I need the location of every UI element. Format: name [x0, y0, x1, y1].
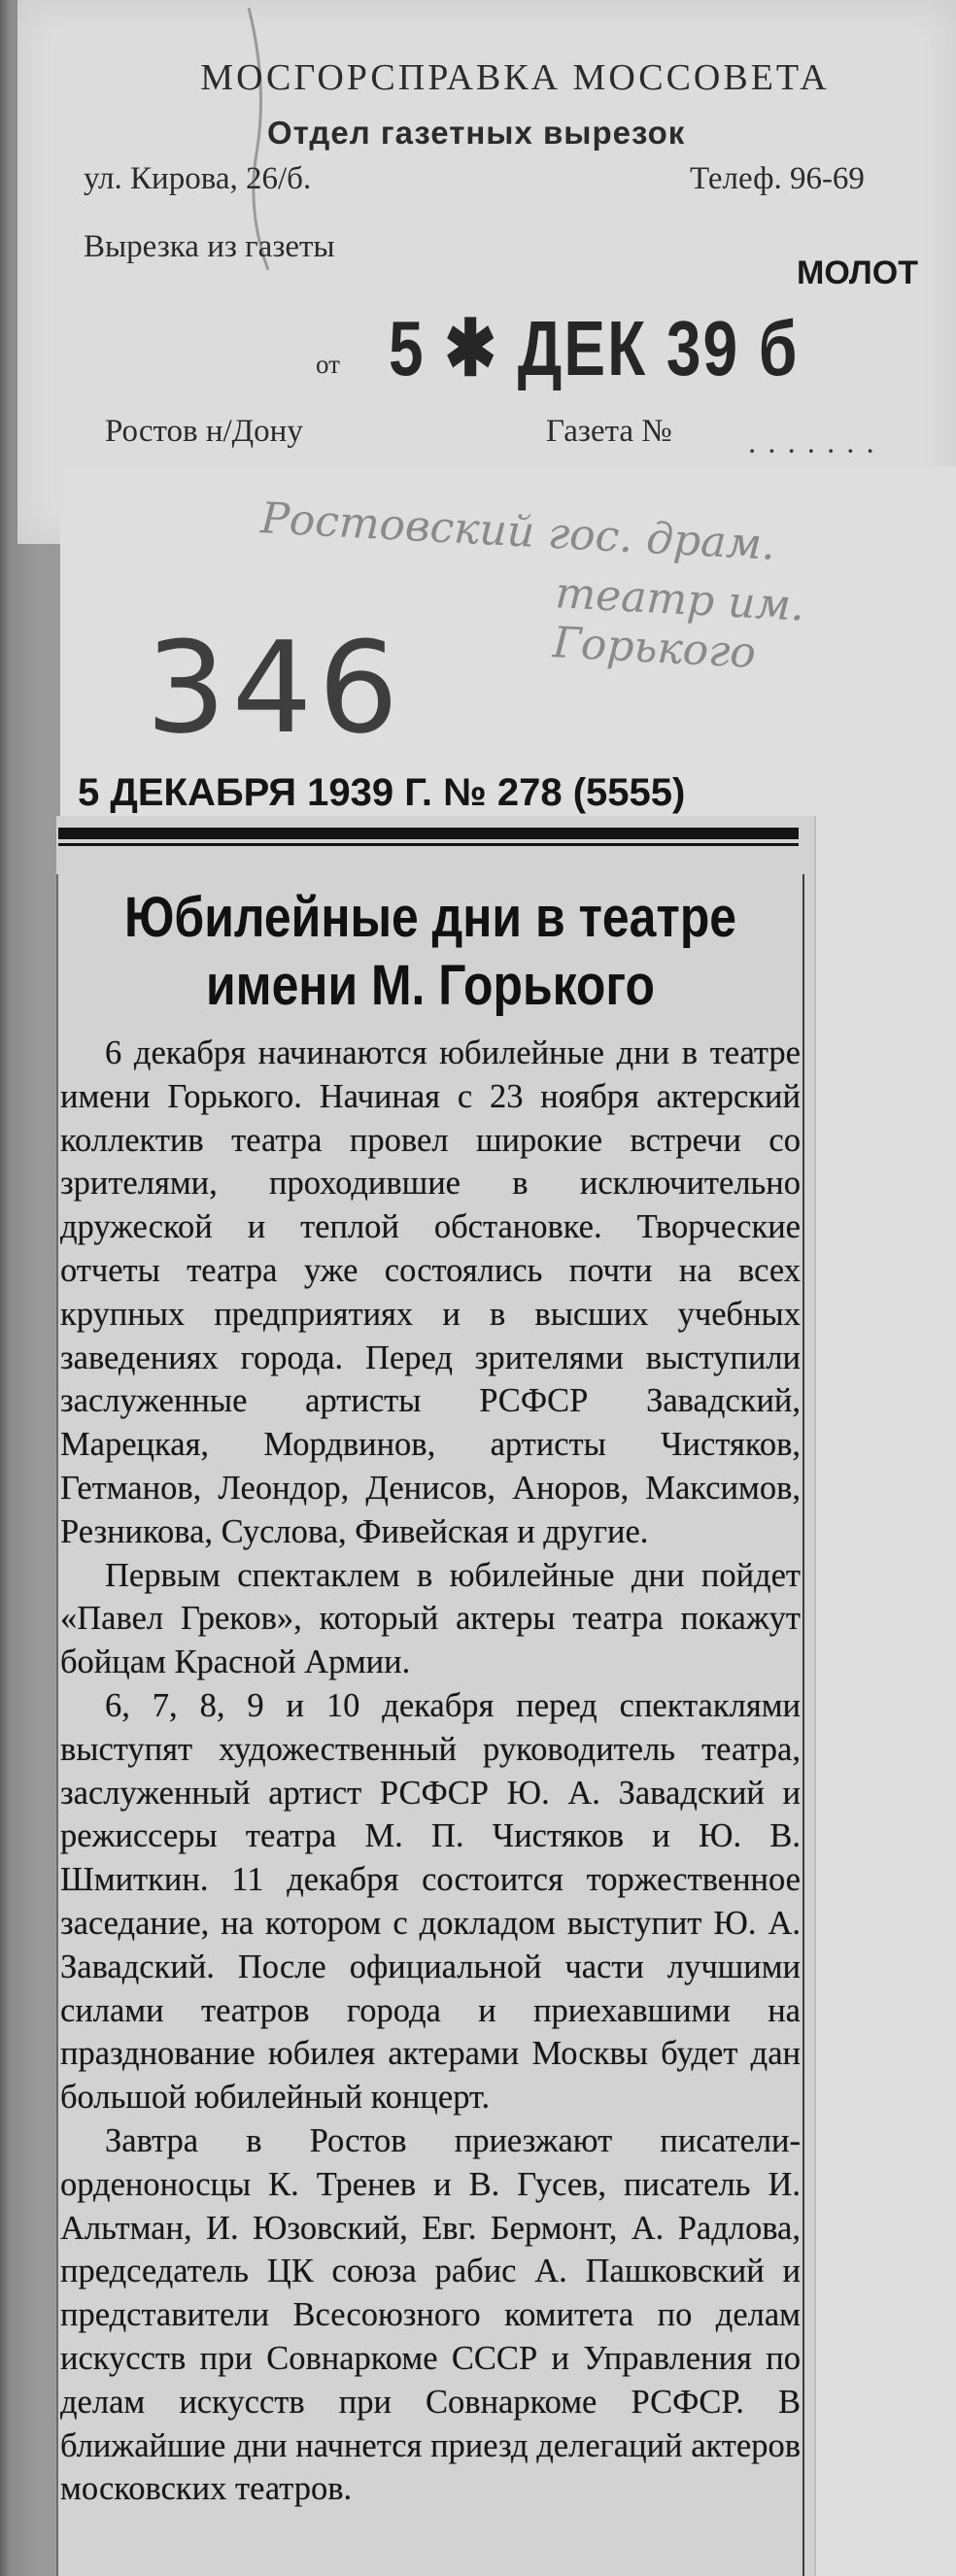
date-stamp: 5 ✱ ДЕК 39 б	[389, 304, 800, 392]
article	[60, 884, 801, 2511]
article-paragraph-4: Завтра в Ростов приезжают писатели-орденоносцы К. Тренев и В. Гусев, писатель И. Альтман, И. Юзовский, Евг. Бермонт, А. Радлова, председатель ЦК союза рабис А. Пашковский и представители Всесоюзного комитета по делам искусств при Совнаркоме СССР и Управления по делам искусств при Совнаркоме РСФСР. В ближайшие дни начнется приезд делегаций актеров московских театров.	[60, 2121, 801, 2508]
pencil-note-line2: театр им. Горького	[551, 568, 806, 679]
agency-title: МОСГОРСПРАВКА МОССОВЕТА	[200, 57, 830, 98]
department-subtitle: Отдел газетных вырезок	[267, 115, 686, 151]
from-label: от	[316, 350, 340, 379]
handwritten-number: 346	[146, 614, 405, 762]
agency-phone: Телеф. 96-69	[690, 161, 865, 196]
article-headline	[112, 884, 748, 1020]
article-paragraph-3: 6, 7, 8, 9 и 10 декабря перед спектаклями выступят художественный руководитель театра, заслуженный артист РСФСР Ю. А. Завадский и режиссеры театра М. П. Чистяков и Ю. В. Шмиткин. 11 декабря состоится торжественное заседание, на котором с докладом выступит Ю. А. Завадский. После официальной части лучшими силами театров города и приехавшими на празднование юбилея актерами Москвы будет дан большой юбилейный концерт.	[60, 1686, 801, 2117]
city-label: Ростов н/Дону	[105, 414, 303, 449]
left-edge-rule	[56, 874, 58, 2576]
column-rule	[802, 874, 804, 2576]
article-paragraph-1: 6 декабря начинаются юбилейные дни в театре имени Горького. Начиная с 23 ноября актерский коллектив театра провел широкие встречи со зрителями, проходившие в исключительно дружеской и теплой обстановке. Творческие отчеты театра уже состоялись почти на всех крупных предприятиях и в высших учебных заведениях города. Перед зрителями выступили заслуженные артисты РСФСР Завадский, Марецкая, Мордвинов, артисты Чистяков, Гетманов, Леондор, Денисов, Аноров, Максимов, Резникова, Суслова, Фивейская и другие.	[60, 1034, 801, 1550]
masthead-rule-thick	[58, 828, 799, 839]
agency-address: ул. Кирова, 26/б.	[84, 161, 312, 196]
pencil-note-line1: Ростовский гос. драм.	[259, 493, 777, 570]
gazeta-number-label: Газета №	[546, 414, 672, 449]
dotted-fill: .......	[748, 425, 886, 460]
masthead-rule-thin	[58, 843, 799, 846]
headline-line-2: имени М. Горького	[206, 954, 655, 1017]
clipping-label: Вырезка из газеты	[84, 229, 335, 264]
newspaper-name: МОЛОТ	[797, 254, 918, 291]
article-paragraph-2: Первым спектаклем в юбилейные дни пойдет «Павел Греков», который актеры театра покажут бойцам Красной Армии.	[60, 1556, 801, 1681]
issue-date-line: 5 ДЕКАБРЯ 1939 Г. № 278 (5555)	[78, 771, 686, 814]
headline-line-1: Юбилейные дни в театре	[123, 886, 737, 949]
